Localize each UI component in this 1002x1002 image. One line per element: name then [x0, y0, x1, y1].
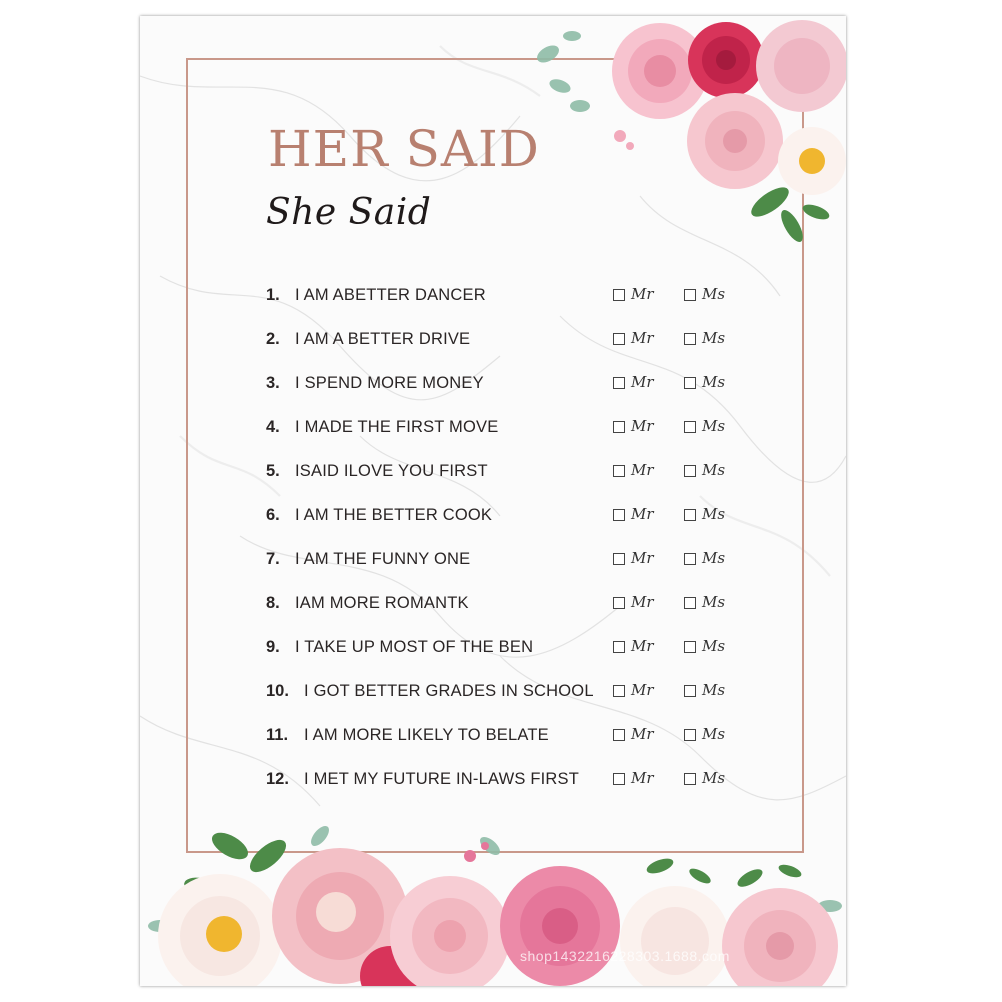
mr-label: Mr [631, 417, 654, 435]
question-row [140, 724, 846, 750]
mr-label: Mr [631, 285, 654, 303]
checkbox-icon[interactable] [613, 421, 625, 433]
checkbox-icon[interactable] [684, 641, 696, 653]
question-number: 9. [266, 638, 280, 656]
checkbox-icon[interactable] [684, 509, 696, 521]
checkbox-icon[interactable] [684, 333, 696, 345]
mr-label: Mr [631, 549, 654, 567]
question-row [140, 636, 846, 662]
ms-label: Ms [702, 461, 726, 479]
question-number: 5. [266, 462, 280, 480]
ms-label: Ms [702, 373, 726, 391]
watermark: shop1432216228303.1688.com [520, 948, 730, 964]
checkbox-icon[interactable] [684, 421, 696, 433]
question-row [140, 284, 846, 310]
question-number: 12. [266, 770, 289, 788]
question-text: I TAKE UP MOST OF THE BEN [295, 638, 534, 656]
checkbox-icon[interactable] [684, 289, 696, 301]
checkbox-icon[interactable] [613, 333, 625, 345]
question-number: 4. [266, 418, 280, 436]
question-row [140, 548, 846, 574]
checkbox-icon[interactable] [684, 597, 696, 609]
ms-label: Ms [702, 417, 726, 435]
question-row [140, 592, 846, 618]
mr-label: Mr [631, 329, 654, 347]
question-number: 11. [266, 726, 289, 744]
checkbox-icon[interactable] [613, 685, 625, 697]
question-row [140, 416, 846, 442]
question-number: 10. [266, 682, 289, 700]
question-text: I SPEND MORE MONEY [295, 374, 484, 392]
checkbox-icon[interactable] [684, 465, 696, 477]
ms-label: Ms [702, 505, 726, 523]
ms-label: Ms [702, 725, 726, 743]
mr-label: Mr [631, 373, 654, 391]
question-text: I AM THE FUNNY ONE [295, 550, 471, 568]
question-text: I AM THE BETTER COOK [295, 506, 493, 524]
question-number: 7. [266, 550, 280, 568]
mr-label: Mr [631, 681, 654, 699]
question-text: I AM ABETTER DANCER [295, 286, 486, 304]
checkbox-icon[interactable] [613, 553, 625, 565]
question-number: 6. [266, 506, 280, 524]
question-text: ISAID ILOVE YOU FIRST [295, 462, 488, 480]
checkbox-icon[interactable] [613, 773, 625, 785]
question-row [140, 372, 846, 398]
question-row [140, 504, 846, 530]
mr-label: Mr [631, 769, 654, 787]
ms-label: Ms [702, 769, 726, 787]
checkbox-icon[interactable] [684, 773, 696, 785]
checkbox-icon[interactable] [613, 729, 625, 741]
question-number: 2. [266, 330, 280, 348]
question-text: I AM MORE LIKELY TO BELATE [304, 726, 549, 744]
mr-label: Mr [631, 461, 654, 479]
mr-label: Mr [631, 637, 654, 655]
checkbox-icon[interactable] [684, 553, 696, 565]
checkbox-icon[interactable] [613, 641, 625, 653]
ms-label: Ms [702, 593, 726, 611]
question-number: 1. [266, 286, 280, 304]
checkbox-icon[interactable] [684, 377, 696, 389]
checkbox-icon[interactable] [684, 685, 696, 697]
question-row [140, 680, 846, 706]
mr-label: Mr [631, 505, 654, 523]
question-number: 3. [266, 374, 280, 392]
checkbox-icon[interactable] [613, 377, 625, 389]
checkbox-icon[interactable] [684, 729, 696, 741]
card-subtitle: She Said [266, 192, 432, 233]
question-row [140, 460, 846, 486]
ms-label: Ms [702, 549, 726, 567]
ms-label: Ms [702, 637, 726, 655]
mr-label: Mr [631, 593, 654, 611]
checkbox-icon[interactable] [613, 597, 625, 609]
bottom-flower-decoration [140, 816, 846, 986]
question-number: 8. [266, 594, 280, 612]
question-row [140, 768, 846, 794]
question-text: I MADE THE FIRST MOVE [295, 418, 499, 436]
checkbox-icon[interactable] [613, 465, 625, 477]
question-text: I GOT BETTER GRADES IN SCHOOL [304, 682, 594, 700]
checkbox-icon[interactable] [613, 509, 625, 521]
checkbox-icon[interactable] [613, 289, 625, 301]
top-flower-decoration [530, 16, 846, 256]
game-card [140, 16, 846, 986]
question-text: IAM MORE ROMANTK [295, 594, 469, 612]
question-text: I MET MY FUTURE IN-LAWS FIRST [304, 770, 580, 788]
question-row [140, 328, 846, 354]
question-text: I AM A BETTER DRIVE [295, 330, 471, 348]
mr-label: Mr [631, 725, 654, 743]
card-title: HER SAID [268, 120, 540, 178]
ms-label: Ms [702, 285, 726, 303]
ms-label: Ms [702, 329, 726, 347]
ms-label: Ms [702, 681, 726, 699]
